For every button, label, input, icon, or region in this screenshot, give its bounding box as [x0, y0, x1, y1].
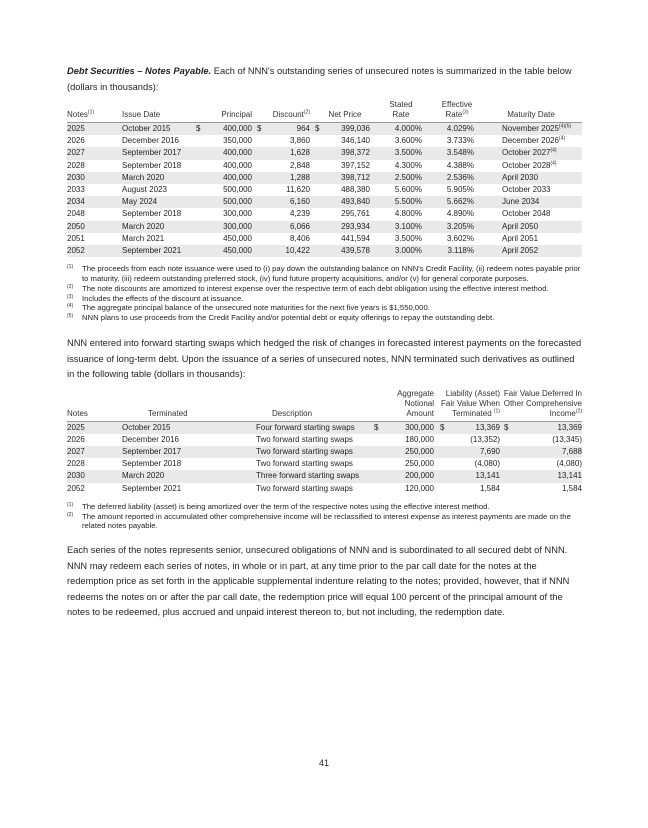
cell-currency [434, 483, 448, 495]
cell-currency [500, 434, 512, 446]
cell-stated-rate: 3.100% [370, 221, 422, 233]
footnote-marker: (1) [67, 501, 74, 508]
table-row [67, 184, 582, 196]
cell-issue-date: March 2020 [110, 172, 192, 184]
cell-principal: 500,000 [206, 196, 252, 208]
cell-currency [368, 446, 382, 458]
col-discount: Discount$^{(2)}$ [252, 100, 310, 123]
footnote-marker: (1) [67, 264, 74, 271]
footnote-text: The aggregate principal balance of the unsecured note maturities for the next five years is $1,550,000. [82, 303, 430, 313]
cell-principal: 400,000 [223, 160, 252, 170]
cell-net-price: 398,712 [322, 172, 370, 184]
footnote-marker: (5) [67, 313, 74, 320]
cell-currency [434, 446, 448, 458]
cell-issue-date: March 2020 [110, 221, 192, 233]
cell-maturity-date [480, 245, 582, 257]
col-notes: Notes$^{(1)}$ [67, 100, 110, 123]
cell-description: Two forward starting swaps [256, 483, 353, 493]
maturity-text: November 2025 [502, 124, 559, 133]
cell-discount: 6,160 [264, 196, 310, 208]
maturity-text: April 2051 [502, 233, 539, 243]
table-row [67, 160, 582, 172]
notes-table-header [67, 100, 582, 123]
cell-description: Four forward starting swaps [220, 421, 368, 434]
cell-currency [310, 147, 322, 159]
col-terminated: Terminated [110, 389, 220, 422]
cell-currency [192, 233, 206, 245]
cell-currency [192, 147, 206, 159]
maturity-text: October 2027 [502, 148, 551, 158]
cell-notional: 120,000 [405, 483, 434, 493]
section-heading: Debt Securities – Notes Payable. [67, 66, 212, 76]
footnote [67, 294, 582, 304]
footnote [67, 303, 582, 313]
cell-notes: 2052 [67, 245, 110, 257]
cell-liability: 13,141 [448, 470, 500, 482]
cell-discount: 2,848 [289, 160, 310, 170]
col-effective-rate: Effective Rate$^{(3)}$ [422, 100, 480, 123]
cell-issue-date: March 2021 [122, 233, 165, 243]
cell-notes: 2028 [67, 160, 85, 170]
cell-stated-rate: 2.500% [370, 172, 422, 184]
cell-stated-rate: 5.600% [394, 185, 422, 195]
cell-maturity-date [480, 160, 582, 172]
footnote [67, 512, 582, 532]
redemption-paragraph: Each series of the notes represents senior, unsecured obligations of NNN and is subordinated to all secured debt of NNN. NNN may redeem each series of notes, in whole or in part, at any time prior to the par call date for the notes at the redemption price as set forth in the applicable supplemental indenture relating to the notes; provided, however, that if NNN redeems the notes on or after the par call date, the redemption price will equal 100 percent of the principal amount of the notes to be redeemed, plus accrued and unpaid interest thereon to, but not including, the redemption date. [67, 545, 570, 618]
cell-notes: 2025 [67, 123, 110, 136]
maturity-text: October 2033 [502, 185, 551, 195]
cell-currency [252, 184, 264, 196]
cell-currency [500, 483, 512, 495]
cell-notes: 2050 [67, 221, 110, 233]
cell-principal: 400,000 [206, 147, 252, 159]
cell-currency [252, 172, 264, 184]
cell-stated-rate: 3.500% [394, 233, 422, 243]
cell-currency [500, 446, 512, 458]
forward-swaps-table [67, 389, 582, 495]
maturity-footnote-ref: (4)(5) [558, 123, 572, 130]
table-row [67, 196, 582, 208]
cell-stated-rate: 4.300% [394, 160, 422, 170]
cell-effective-rate: 2.536% [422, 172, 480, 184]
cell-currency: $ [368, 421, 382, 434]
cell-deferred: (4,080) [556, 459, 582, 469]
cell-currency [310, 135, 322, 147]
cell-notes: 2028 [67, 459, 85, 469]
cell-maturity-date [480, 221, 582, 233]
cell-currency [310, 233, 322, 245]
cell-notes: 2034 [67, 196, 110, 208]
footnote-text: NNN plans to use proceeds from the Credit Facility and/or potential debt or equity offerings to repay the outstanding debt. [82, 313, 495, 323]
cell-notional: 200,000 [382, 470, 434, 482]
table-row [67, 421, 582, 434]
cell-currency: $ [434, 421, 448, 434]
cell-effective-rate: 4.029% [422, 123, 480, 136]
cell-currency [310, 196, 322, 208]
footnote-text: Includes the effects of the discount at issuance. [82, 293, 244, 303]
cell-discount: 6,066 [264, 221, 310, 233]
cell-net-price: 346,140 [341, 136, 370, 146]
cell-deferred: 13,141 [512, 470, 582, 482]
col-issue-date: Issue Date [110, 100, 192, 123]
cell-notes: 2025 [67, 421, 110, 434]
table-row [67, 208, 582, 220]
cell-description: Two forward starting swaps [256, 434, 353, 444]
cell-net-price: 399,036 [322, 123, 370, 136]
table-row [67, 147, 582, 159]
cell-notes: 2033 [67, 185, 85, 195]
cell-principal: 450,000 [206, 245, 252, 257]
notes-payable-table [67, 100, 582, 257]
cell-currency [310, 208, 322, 220]
table-row [67, 172, 582, 184]
cell-currency [310, 221, 322, 233]
cell-currency [434, 470, 448, 482]
cell-maturity-date [480, 123, 582, 136]
cell-stated-rate: 5.500% [370, 196, 422, 208]
cell-stated-rate: 3.600% [394, 136, 422, 146]
cell-terminated: September 2021 [122, 483, 182, 493]
table-row [67, 233, 582, 245]
cell-discount: 8,406 [289, 233, 310, 243]
cell-issue-date: September 2017 [110, 147, 192, 159]
cell-currency [192, 245, 206, 257]
cell-currency [500, 470, 512, 482]
cell-net-price: 293,934 [322, 221, 370, 233]
cell-currency [500, 458, 512, 470]
cell-currency [434, 434, 448, 446]
col-notes: Notes [67, 389, 110, 422]
table-row [67, 434, 582, 446]
cell-notes: 2026 [67, 136, 85, 146]
cell-currency [252, 147, 264, 159]
cell-currency [192, 196, 206, 208]
cell-currency [310, 172, 322, 184]
cell-notional: 180,000 [405, 434, 434, 444]
cell-currency [310, 160, 322, 172]
cell-currency [368, 483, 382, 495]
cell-currency [252, 196, 264, 208]
cell-principal: 300,000 [223, 209, 252, 219]
cell-terminated: October 2015 [110, 421, 220, 434]
cell-currency [192, 172, 206, 184]
cell-terminated: December 2016 [122, 434, 179, 444]
cell-currency [192, 208, 206, 220]
cell-deferred: 13,369 [512, 421, 582, 434]
cell-issue-date: May 2024 [110, 196, 192, 208]
cell-currency: $ [500, 421, 512, 434]
cell-issue-date: September 2018 [122, 160, 182, 170]
cell-principal: 300,000 [206, 221, 252, 233]
cell-notional: 250,000 [405, 459, 434, 469]
cell-maturity-date [480, 184, 582, 196]
swaps-table-header [67, 389, 582, 422]
footnote [67, 502, 582, 512]
cell-net-price: 488,380 [341, 185, 370, 195]
cell-currency [434, 458, 448, 470]
notes-intro-text: Each of NNN's outstanding series of unsecured notes is summarized in the table below (dollars in thousands): [67, 66, 572, 92]
maturity-text: April 2050 [502, 221, 539, 231]
footnote [67, 284, 582, 294]
cell-maturity-date [480, 233, 582, 245]
cell-liability: (4,080) [474, 459, 500, 469]
footnote-text: The amount reported in accumulated other comprehensive income will be reclassified to interest expense as interest payments are made on the related notes payable. [82, 511, 571, 531]
cell-effective-rate: 3.733% [446, 136, 474, 146]
cell-notes: 2030 [67, 172, 110, 184]
footnote-marker: (3) [67, 293, 74, 300]
cell-discount: 4,239 [289, 209, 310, 219]
cell-currency [192, 160, 206, 172]
col-notional: Aggregate Notional Amount [368, 389, 434, 422]
notes-footnotes [67, 264, 582, 323]
cell-effective-rate: 4.388% [446, 160, 474, 170]
cell-currency [252, 221, 264, 233]
cell-discount: 1,288 [264, 172, 310, 184]
cell-notional: 250,000 [382, 446, 434, 458]
footnote [67, 313, 582, 323]
cell-net-price: 439,578 [322, 245, 370, 257]
cell-effective-rate: 3.205% [422, 221, 480, 233]
cell-effective-rate: 3.548% [422, 147, 480, 159]
cell-issue-date: December 2016 [122, 136, 179, 146]
page-number: 41 [318, 758, 329, 768]
table-row [67, 123, 582, 136]
cell-notes: 2027 [67, 446, 110, 458]
cell-effective-rate: 5.662% [422, 196, 480, 208]
table-row [67, 470, 582, 482]
notes-intro-paragraph [67, 64, 582, 95]
cell-maturity-date [480, 135, 582, 147]
footnote-marker: (4) [67, 303, 74, 310]
cell-terminated: September 2017 [110, 446, 220, 458]
cell-net-price: 398,372 [322, 147, 370, 159]
col-net-price: Net Price [310, 100, 370, 123]
cell-net-price: 397,152 [341, 160, 370, 170]
cell-liability: 1,584 [479, 483, 500, 493]
cell-principal: 400,000 [206, 123, 252, 136]
maturity-footnote-ref: (4) [558, 135, 566, 142]
maturity-footnote-ref: (4) [550, 147, 557, 154]
cell-terminated: March 2020 [110, 470, 220, 482]
cell-net-price: 441,594 [341, 233, 370, 243]
maturity-text: April 2030 [502, 172, 539, 182]
cell-currency [192, 184, 206, 196]
maturity-text: December 2026 [502, 136, 559, 146]
maturity-text: October 2028 [502, 160, 551, 170]
cell-currency [252, 233, 264, 245]
cell-liability: 13,369 [448, 421, 500, 434]
cell-currency: $ [310, 123, 322, 136]
col-maturity-date: Maturity Date [480, 100, 582, 123]
document-page [67, 64, 582, 621]
cell-currency [252, 135, 264, 147]
cell-effective-rate: 3.118% [422, 245, 480, 257]
cell-stated-rate: 4.800% [394, 209, 422, 219]
cell-currency [192, 135, 206, 147]
cell-description: Two forward starting swaps [220, 446, 368, 458]
footnote-text: The deferred liability (asset) is being amortized over the term of the respective notes using the effective interest method. [82, 501, 490, 511]
col-principal: Principal [192, 100, 252, 123]
footnote-text: The proceeds from each note issuance were used to (i) pay down the outstanding balance on NNN's Credit Facility, (ii) redeem notes payable prior to maturity, (iii) redeem outstanding preferred stock, (iv) fund future property acquisitions, and/or (v) for general corporate purposes. [82, 264, 581, 284]
cell-stated-rate: 3.500% [370, 147, 422, 159]
cell-terminated: September 2018 [122, 459, 182, 469]
cell-stated-rate: 3.000% [370, 245, 422, 257]
cell-currency [192, 221, 206, 233]
swaps-footnotes [67, 502, 582, 531]
cell-maturity-date [480, 208, 582, 220]
table-row [67, 221, 582, 233]
cell-currency [310, 184, 322, 196]
col-description: Description [220, 389, 368, 422]
cell-notes: 2048 [67, 209, 85, 219]
footnote-marker: (2) [67, 283, 74, 290]
cell-maturity-date [480, 196, 582, 208]
cell-description: Two forward starting swaps [256, 459, 353, 469]
maturity-text: April 2052 [502, 246, 539, 256]
cell-currency [368, 470, 382, 482]
footnote-marker: (2) [67, 511, 74, 518]
cell-issue-date: September 2021 [110, 245, 192, 257]
cell-principal: 450,000 [223, 233, 252, 243]
cell-issue-date: October 2015 [110, 123, 192, 136]
cell-notes: 2030 [67, 470, 110, 482]
col-stated-rate: Stated Rate [370, 100, 422, 123]
cell-issue-date: August 2023 [122, 185, 167, 195]
cell-deferred: 1,584 [561, 483, 582, 493]
cell-liability: (13,352) [470, 434, 500, 444]
cell-principal: 400,000 [206, 172, 252, 184]
cell-currency: $ [192, 123, 206, 136]
cell-notional: 300,000 [382, 421, 434, 434]
cell-deferred: (13,345) [552, 434, 582, 444]
cell-discount: 11,620 [286, 185, 310, 195]
cell-effective-rate: 3.602% [446, 233, 474, 243]
cell-liability: 7,690 [448, 446, 500, 458]
table-row [67, 458, 582, 470]
swaps-paragraph: NNN entered into forward starting swaps which hedged the risk of changes in forecasted interest payments on the forecasted issuance of long-term debt. Upon the issuance of a series of unsecured notes, NNN terminated such derivatives as outlined in the following table (dollars in thousands): [67, 338, 582, 380]
col-deferred: Fair Value Deferred In Other Comprehensive Income$^{(2)}$ [500, 389, 582, 422]
cell-notes: 2026 [67, 434, 85, 444]
maturity-text: June 2034 [502, 197, 540, 207]
footnote-text: The note discounts are amortized to interest expense over the respective term of each debt obligation using the effective interest method. [82, 283, 549, 293]
cell-net-price: 295,761 [341, 209, 370, 219]
cell-issue-date: September 2018 [122, 209, 182, 219]
table-row [67, 446, 582, 458]
cell-maturity-date [480, 147, 582, 159]
footnote [67, 264, 582, 284]
table-row [67, 135, 582, 147]
cell-notes: 2027 [67, 147, 110, 159]
cell-effective-rate: 5.905% [446, 185, 474, 195]
cell-effective-rate: 4.890% [446, 209, 474, 219]
cell-currency [252, 208, 264, 220]
cell-maturity-date [480, 172, 582, 184]
maturity-footnote-ref: (4) [550, 159, 557, 166]
cell-notes: 2052 [67, 483, 85, 493]
cell-currency [252, 160, 264, 172]
cell-deferred: 7,688 [512, 446, 582, 458]
maturity-text: October 2048 [502, 209, 551, 219]
cell-principal: 500,000 [223, 185, 252, 195]
cell-discount: 964 [264, 123, 310, 136]
cell-stated-rate: 4.000% [370, 123, 422, 136]
cell-description: Three forward starting swaps [220, 470, 368, 482]
cell-discount: 1,628 [264, 147, 310, 159]
cell-currency [368, 458, 382, 470]
cell-currency [252, 245, 264, 257]
cell-net-price: 493,840 [322, 196, 370, 208]
table-row [67, 245, 582, 257]
cell-currency [310, 245, 322, 257]
table-row [67, 483, 582, 495]
cell-notes: 2051 [67, 233, 85, 243]
cell-currency [368, 434, 382, 446]
col-liability: Liability (Asset) Fair Value When Terminated $^{(1)}$ [434, 389, 500, 422]
cell-currency: $ [252, 123, 264, 136]
cell-discount: 3,860 [289, 136, 310, 146]
cell-principal: 350,000 [223, 136, 252, 146]
cell-discount: 10,422 [264, 245, 310, 257]
